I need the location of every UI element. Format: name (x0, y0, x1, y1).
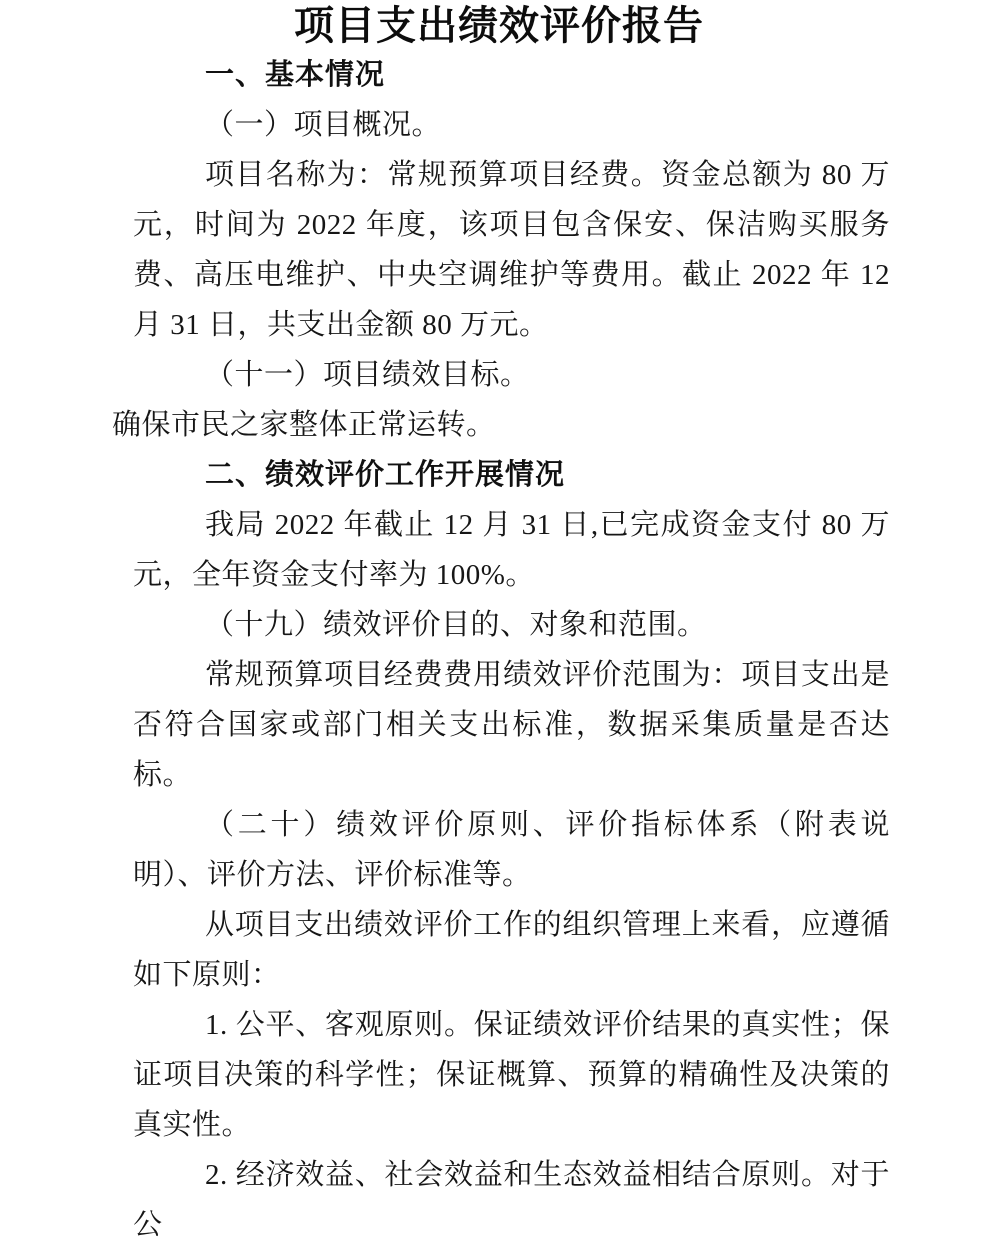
paragraph-principle-1: 1. 公平、客观原则。保证绩效评价结果的真实性；保证项目决策的科学性；保证概算、预算的精确性及决策的真实性。 (133, 1009, 890, 1141)
section-heading-basic-info: 一、基本情况 (205, 59, 386, 91)
paragraph-evaluation-scope-body: 常规预算项目经费费用绩效评价范围为：项目支出是否符合国家或部门相关支出标准，数据采集质量是否达标。 (133, 659, 890, 791)
paragraph-principles-intro: 从项目支出绩效评价工作的组织管理上来看，应遵循如下原则： (133, 909, 890, 991)
paragraph-evaluation-scope-label: （十九）绩效评价目的、对象和范围。 (205, 609, 707, 641)
section-heading-evaluation-work: 二、绩效评价工作开展情况 (205, 459, 566, 491)
paragraph-performance-goal-label: （十一）项目绩效目标。 (205, 359, 530, 391)
paragraph-principle-2: 2. 经济效益、社会效益和生态效益相结合原则。对于公 (133, 1159, 890, 1241)
paragraph-evaluation-principles-label: （二十）绩效评价原则、评价指标体系（附表说明）、评价方法、评价标准等。 (133, 809, 890, 891)
paragraph-project-overview-body: 项目名称为：常规预算项目经费。资金总额为 80 万元，时间为 2022 年度，该项目包含保安、保洁购买服务费、高压电维护、中央空调维护等费用。截止 2022 年 12 月 31 日，共支出金额 80 万元。 (133, 159, 890, 341)
paragraph-project-overview-label: （一）项目概况。 (205, 109, 442, 141)
page-title: 项目支出绩效评价报告 (294, 4, 704, 48)
paragraph-payment-status: 我局 2022 年截止 12 月 31 日,已完成资金支付 80 万元，全年资金支付率为 100%。 (133, 509, 890, 591)
paragraph-performance-goal-body: 确保市民之家整体正常运转。 (112, 409, 496, 441)
document-body (112, 50, 890, 1250)
